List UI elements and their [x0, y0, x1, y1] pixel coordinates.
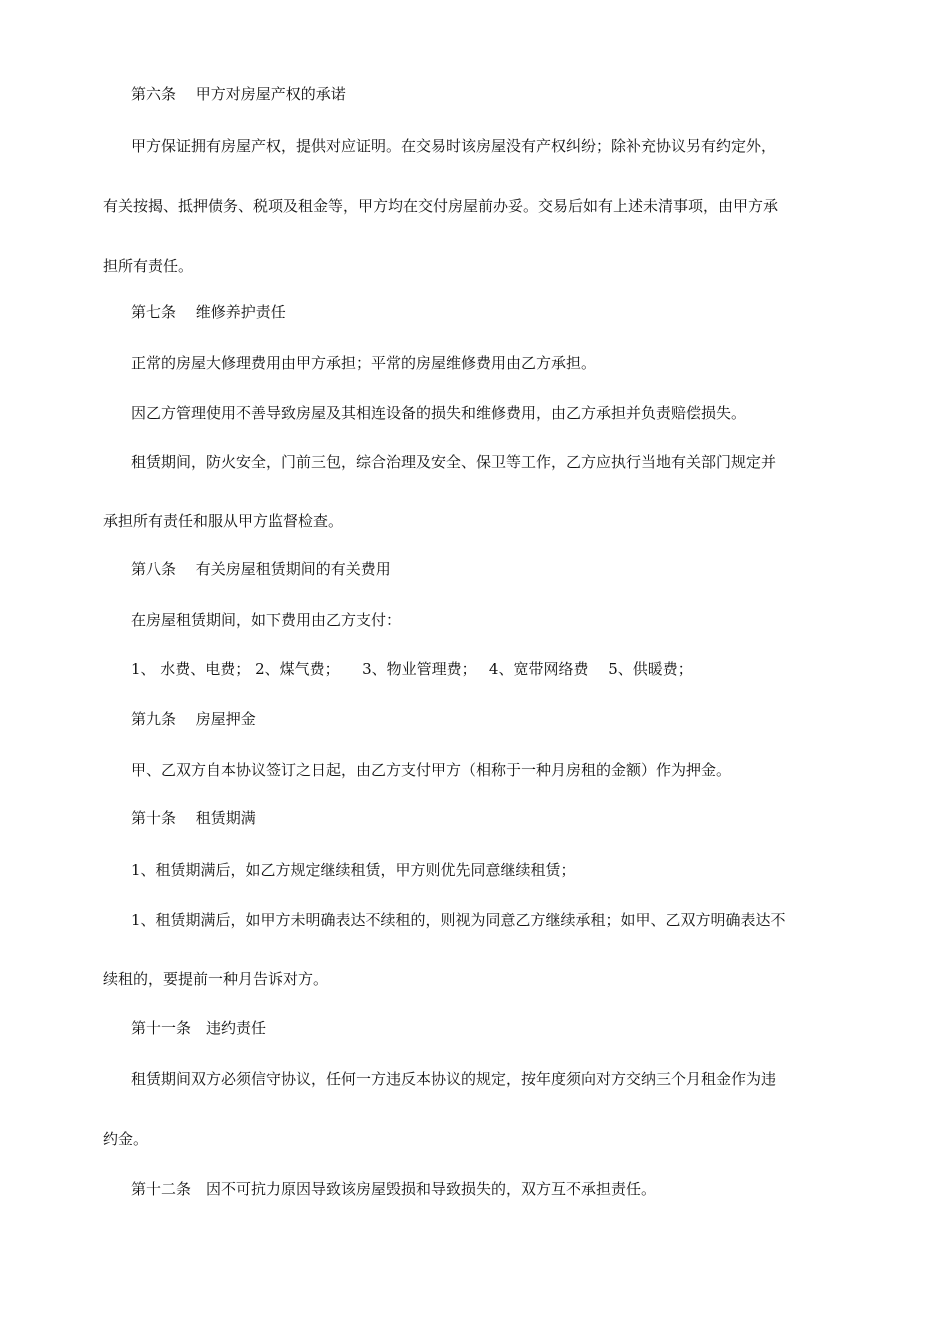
article-10-paragraph-line: 1、租赁期满后，如甲方未明确表达不续租的，则视为同意乙方继续承租；如甲、乙双方明确表达不	[131, 911, 786, 929]
article-8-heading: 第八条 有关房屋租赁期间的有关费用	[131, 560, 391, 578]
article-9-paragraph-line: 甲、乙双方自本协议签订之日起，由乙方支付甲方（相称于一种月房租的金额）作为押金。	[131, 761, 732, 779]
article-7-paragraph-line: 因乙方管理使用不善导致房屋及其相连设备的损失和维修费用，由乙方承担并负责赔偿损失。	[131, 404, 747, 422]
article-8-fee-list: 1、 水费、电费； 2、煤气费； 3、物业管理费； 4、宽带网络费 5、供暖费；	[131, 660, 693, 678]
article-7-paragraph-line: 承担所有责任和服从甲方监督检查。	[103, 512, 344, 530]
article-10-heading: 第十条 租赁期满	[131, 809, 256, 827]
article-7-paragraph-line: 租赁期间，防火安全，门前三包，综合治理及安全、保卫等工作，乙方应执行当地有关部门规定并	[131, 453, 777, 471]
article-12-heading: 第十二条 因不可抗力原因导致该房屋毁损和导致损失的，双方互不承担责任。	[131, 1180, 657, 1198]
article-10-paragraph-line: 1、租赁期满后，如乙方规定继续租赁，甲方则优先同意继续租赁；	[131, 861, 576, 879]
article-9-heading: 第九条 房屋押金	[131, 710, 256, 728]
article-6-paragraph-line: 甲方保证拥有房屋产权，提供对应证明。在交易时该房屋没有产权纠纷；除补充协议另有约定外，	[131, 137, 777, 155]
article-8-paragraph-line: 在房屋租赁期间，如下费用由乙方支付：	[131, 611, 402, 629]
article-11-paragraph-line: 租赁期间双方必须信守协议，任何一方违反本协议的规定，按年度须向对方交纳三个月租金作为违	[131, 1070, 777, 1088]
article-6-paragraph-line: 有关按揭、抵押债务、税项及租金等，甲方均在交付房屋前办妥。交易后如有上述未清事项，由甲方承	[103, 197, 779, 215]
article-11-heading: 第十一条 违约责任	[131, 1019, 267, 1037]
article-6-paragraph-line: 担所有责任。	[103, 257, 194, 275]
article-7-paragraph-line: 正常的房屋大修理费用由甲方承担；平常的房屋维修费用由乙方承担。	[131, 354, 597, 372]
article-11-paragraph-line: 约金。	[103, 1130, 149, 1148]
article-7-heading: 第七条 维修养护责任	[131, 303, 286, 321]
article-10-paragraph-line: 续租的，要提前一种月告诉对方。	[103, 970, 329, 988]
article-6-heading: 第六条 甲方对房屋产权的承诺	[131, 85, 346, 103]
